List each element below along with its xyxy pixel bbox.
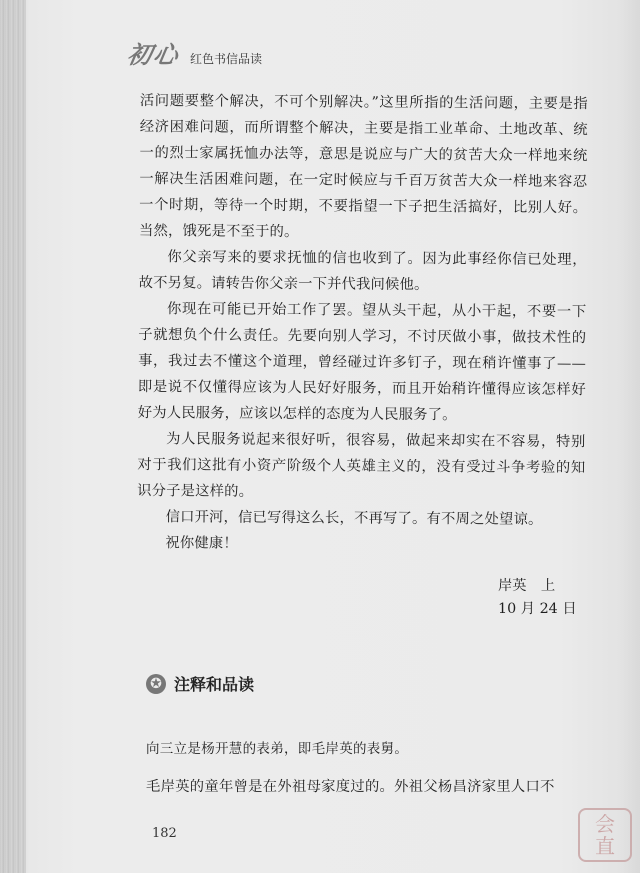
annotation-line: 向三立是杨开慧的表弟，即毛岸英的表舅。 bbox=[146, 741, 409, 757]
commentary-line: 毛岸英的童年曾是在外祖母家度过的。外祖父杨昌济家里人口不 bbox=[146, 779, 555, 795]
page-number: 182 bbox=[152, 826, 177, 841]
paragraph: 你父亲写来的要求抚恤的信也收到了。因为此事经你信已处理，故不另复。请转告你父亲一下并代我问候他。 bbox=[138, 249, 587, 294]
series-logo: 初心 bbox=[125, 40, 183, 69]
signature: 岸英 上 bbox=[498, 578, 556, 594]
paragraph: 你现在可能已开始工作了罢。望从头干起，从小干起，不要一下子就想负个什么责任。先要向别人学习，不讨厌做小事，做技术性的事，我过去不懂这个道理，曾经碰过许多钉子，现在稍许懂事了——即是说不仅懂得应该为人民好好服务，而且开始稍许懂得应该怎样好好为人民服务，应该以怎样的态度为人民服务了。 bbox=[137, 301, 587, 424]
letter-body bbox=[137, 88, 588, 559]
section-title: 注释和品读 bbox=[174, 675, 255, 694]
page-edge bbox=[0, 0, 26, 873]
seal-char-top: 会 bbox=[595, 812, 615, 836]
section-heading bbox=[146, 672, 254, 695]
paragraph: 信口开河，信已写得这么长，不再写了。有不周之处望谅。 bbox=[165, 509, 543, 528]
seal-char-bottom: 直 bbox=[595, 834, 615, 858]
paragraph: 为人民服务说起来很好听，很容易，做起来却实在不容易，特别对于我们这批有小资产阶级个人英雄主义的，没有受过斗争考验的知识分子是这样的。 bbox=[137, 431, 586, 500]
seal-watermark bbox=[578, 808, 632, 862]
closing-wish: 祝你健康！ bbox=[165, 535, 238, 552]
paragraph-continued: 活问题要整个解决，不可个别解决。”这里所指的生活问题，主要是指经济困难问题，而所谓整个解决，主要是指工业革命、土地改革、统一的烈士家属抚恤办法等，意思是说应与广大的贫苦大众一样地来统一解决生活困难问题，在一定时候应与千百万贫苦大众一样地来容忍一个时期，等待一个时期，不要指望一下子把生活搞好，比别人好。当然，饿死是不至于的。 bbox=[138, 92, 588, 241]
running-head bbox=[125, 40, 263, 70]
star-icon: ✪ bbox=[146, 674, 166, 694]
letter-date: 10 月 24 日 bbox=[498, 601, 577, 617]
series-title: 红色书信品读 bbox=[190, 52, 263, 66]
